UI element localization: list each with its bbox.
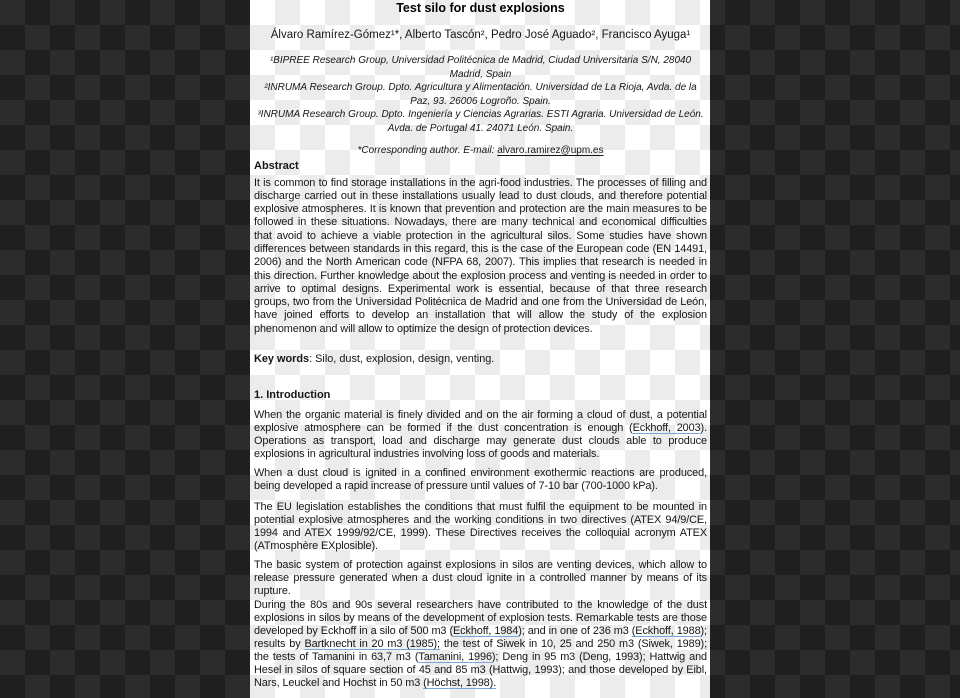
affiliation-3: ³INRUMA Research Group. Dpto. Ingeniería y Ciencias Agrarias. ESTI Agraria. Universidad de León. Avda. de Portugal 41. 24071 León. Spain. — [257, 109, 704, 134]
keywords-text: : Silo, dust, explosion, design, venting. — [309, 353, 495, 366]
affiliations-block — [254, 54, 707, 135]
citation-link[interactable]: (Eckhoff, 1988 — [631, 625, 701, 638]
intro-paragraph-1 — [254, 409, 707, 461]
paragraph-text: ); results by — [254, 625, 707, 651]
paragraph-text: the test of Siwek in 10, 25 and 250 m3 (Siwek, 1989); the tests of Tamanini in 63,7 m3 ( — [254, 638, 707, 664]
section-heading-introduction: 1. Introduction — [254, 389, 331, 402]
citation-link[interactable]: Eckhoff, 2003 — [632, 422, 701, 435]
abstract-heading: Abstract — [254, 159, 299, 172]
paragraph-text: ); and in one of 236 m3 — [518, 625, 632, 638]
affiliation-1: ¹BIPREE Research Group, Universidad Politécnica de Madrid, Ciudad Universitaria S/N, 28040 Madrid, Spain — [269, 55, 692, 80]
citation-link[interactable]: (Höchst, 1998). — [423, 677, 497, 690]
intro-paragraph-2 — [254, 467, 707, 493]
paragraph-text: The EU legislation establishes the conditions that must fulfil the equipment to be mounted in potential explosive atmospheres and the working conditions in two directives (ATEX 94/9/CE, 1994 and ATEX 1999/92/CE, 1999). These Directives receives the colloquial acronym ATEX (ATmosphère EXplosible). — [254, 500, 707, 552]
citation-link[interactable]: Eckhoff, 1984 — [452, 625, 519, 638]
intro-paragraph-5 — [254, 599, 707, 690]
keywords-label: Key words — [254, 353, 310, 366]
paper-title: Test silo for dust explosions — [396, 1, 565, 15]
intro-paragraph-4 — [254, 559, 707, 598]
authors-line: Álvaro Ramírez-Gómez¹*, Alberto Tascón², Pedro José Aguado², Francisco Ayuga¹ — [270, 29, 691, 41]
affiliation-2: ²INRUMA Research Group. Dpto. Agricultura y Alimentación. Universidad de La Rioja, Avda. de la Paz, 93. 26006 Logroño. Spain. — [264, 82, 697, 107]
correspondence-line — [254, 144, 707, 158]
abstract-text: It is common to find storage installations in the agri-food industries. The processes of filling and discharge carried out in these installations usually lead to dust clouds, and therefore potential explosive atmospheres. It is known that prevention and protection are the main measures to be followed in these situations. Nowadays, there are many technical and economical difficulties that avoid to achieve a viable protection in the agricultural silos. Some studies have shown differences between standards in this regard, this is the case of the European code (EN 14491, 2006) and the North American code (NFPA 68, 2007). This implies that research is needed in this direction. Further knowledge about the explosion process and venting is needed in order to arrive to optimal designs. Experimental work is essential, because of that three research groups, two from the Universidad Politécnica de Madrid and one from the Universidad de León, have joined efforts to develop an installation that will allow the study of the explosion phenomenon and will allow to optimize the design of protection devices. — [254, 176, 707, 335]
citation-link[interactable]: Tamanini, 1996 — [418, 651, 492, 664]
correspondence-label: *Corresponding author. E-mail: — [357, 145, 498, 156]
paragraph-text: During the 80s and 90s several researchers have contributed to the knowledge of the dust explosions in silos by means of the development of explosion tests. Remarkable tests are those developed by Eckhoff in a silo of 500 m3 ( — [254, 599, 707, 638]
paragraph-text: ); Deng in 95 m3 (Deng, 1993); Hattwig and Hesel in silos of square section of 45 and 85 m3 (Hattwig, 1993); and those developed by Eibl, Nars, Leuckel and Hochst in 50 m3 — [254, 651, 707, 690]
paragraph-text: ). Operations as transport, load and discharge may generate dust clouds able to produce explosions in agricultural industries involving loss of goods and materials. — [254, 422, 707, 460]
email-link[interactable]: alvaro.ramirez@upm.es — [497, 145, 604, 156]
paragraph-text: When a dust cloud is ignited in a confined environment exothermic reactions are produced, being developed a rapid increase of pressure until values of 7-10 bar (700-1000 kPa). — [254, 466, 707, 492]
intro-paragraph-3 — [254, 501, 707, 553]
citation-link[interactable]: Bartknecht in 20 m3 (1985); — [304, 638, 440, 651]
keywords-line — [254, 353, 707, 366]
paragraph-text: The basic system of protection against explosions in silos are venting devices, which allow to release pressure generated when a dust cloud ignite in a controlled manner by means of its rupture. — [254, 558, 707, 597]
document-page — [250, 0, 710, 698]
paragraph-text: When the organic material is finely divided and on the air forming a cloud of dust, a potential explosive atmosphere can be formed if the dust concentration is enough ( — [254, 409, 707, 435]
